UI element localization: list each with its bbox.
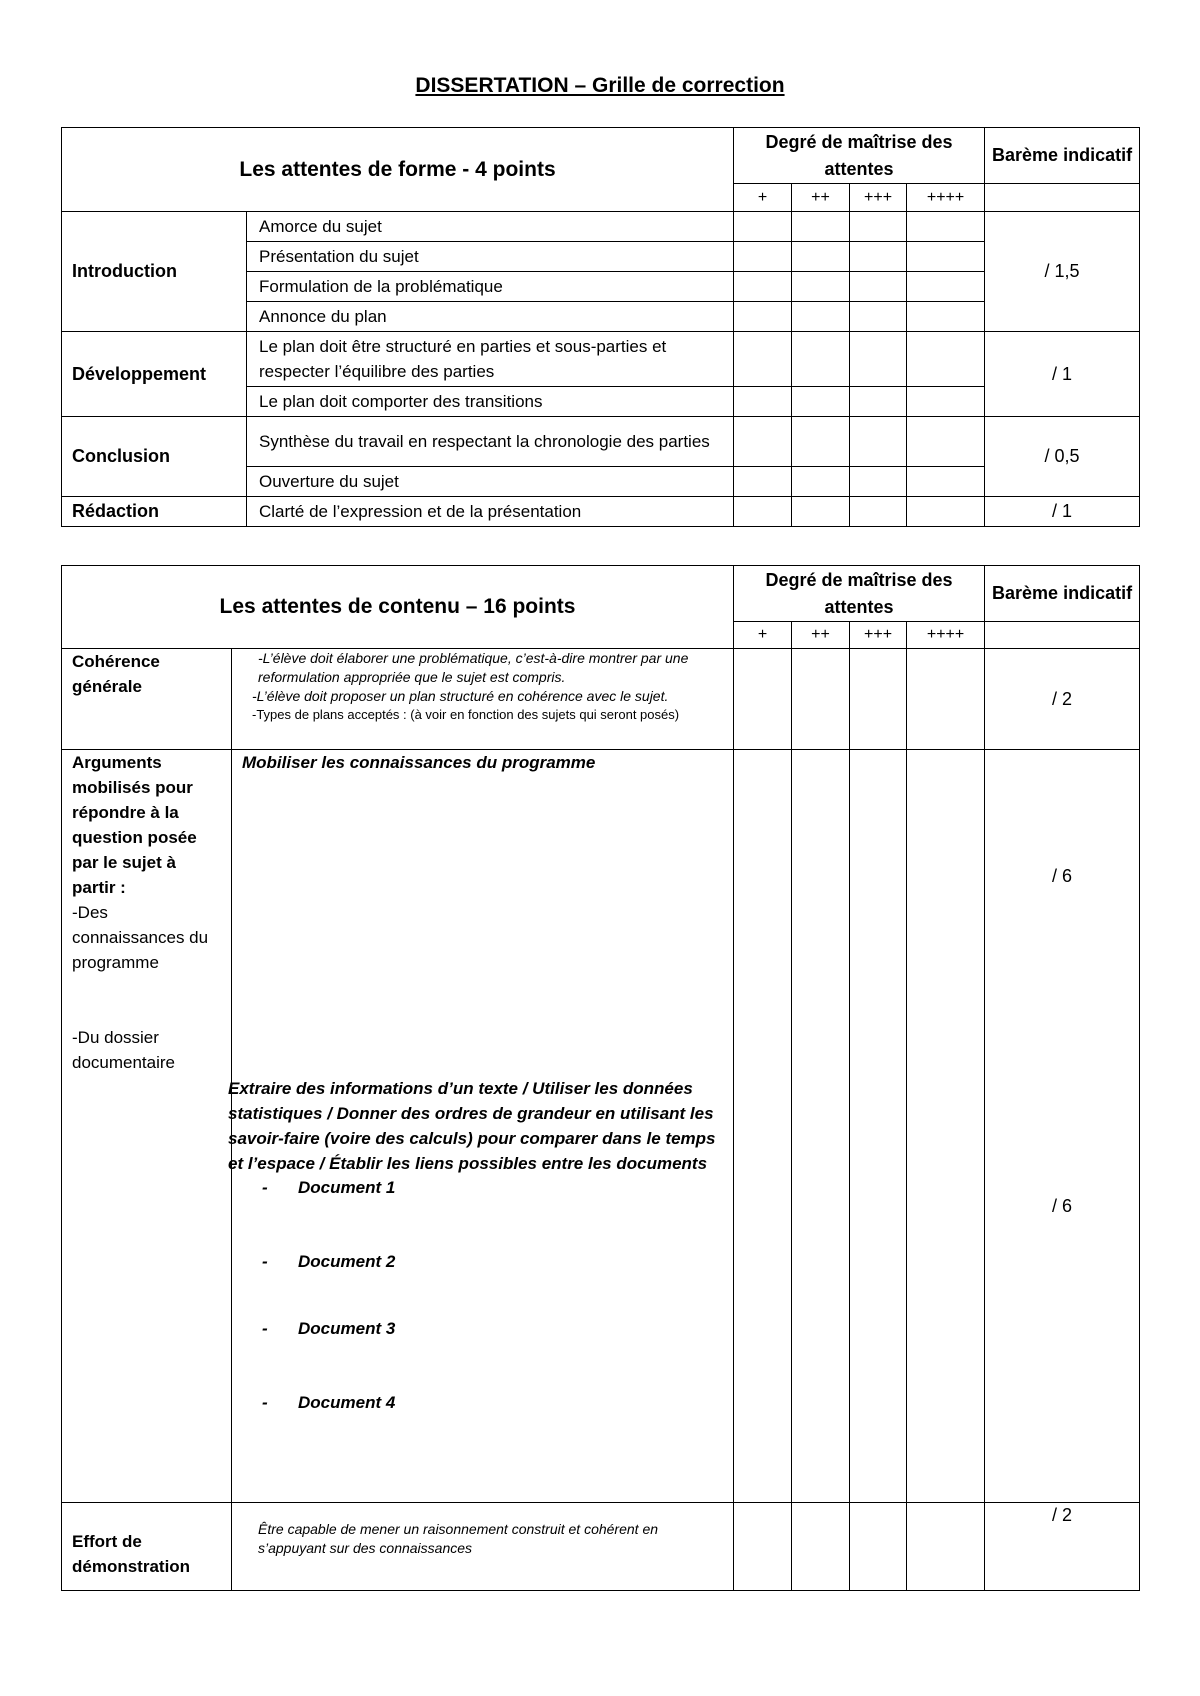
- grade-cell[interactable]: [907, 497, 985, 527]
- grade-cell[interactable]: [907, 302, 985, 332]
- criterion: Annonce du plan: [247, 302, 734, 332]
- dossier-title: Extraire des informations d’un texte / Utiliser les données statistiques / Donner des ordres de grandeur en utilisant les savoir-faire (voire des calculs) pour comparer dans le temps et l’espace / Établir les liens possibles entre les documents: [228, 1079, 716, 1173]
- grade-cell[interactable]: [734, 1503, 792, 1591]
- grade-cell[interactable]: [792, 467, 850, 497]
- grade-cell[interactable]: [850, 272, 907, 302]
- coherence-label: Cohérence générale: [62, 649, 232, 750]
- grade-cell[interactable]: [850, 467, 907, 497]
- programme-title: Mobiliser les connaissances du programme: [242, 753, 596, 772]
- level-header: +++: [850, 184, 907, 212]
- document-3: - Document 3: [262, 1319, 396, 1338]
- forme-header-title: Les attentes de forme - 4 points: [62, 128, 734, 212]
- bareme-developpement: / 1: [985, 332, 1140, 417]
- criterion: Formulation de la problématique: [247, 272, 734, 302]
- criterion: Clarté de l’expression et de la présentation: [247, 497, 734, 527]
- arguments-label-item-1: -Des connaissances du programme: [72, 903, 209, 972]
- document-2: - Document 2: [262, 1252, 396, 1271]
- grade-cell[interactable]: [792, 272, 850, 302]
- grade-cell[interactable]: [734, 242, 792, 272]
- arguments-bareme: [985, 750, 1140, 1503]
- arguments-criteria: [228, 750, 734, 1503]
- contenu-bareme-header: Barème indicatif: [985, 566, 1140, 622]
- bareme-programme: / 6: [1052, 866, 1073, 886]
- document-4: - Document 4: [262, 1393, 396, 1412]
- level-header: +: [734, 622, 792, 649]
- grade-cell[interactable]: [734, 497, 792, 527]
- grade-cell[interactable]: [850, 332, 907, 387]
- criterion: Le plan doit comporter des transitions: [247, 387, 734, 417]
- level-header: ++++: [907, 184, 985, 212]
- coherence-line-2: -L’élève doit proposer un plan structuré en cohérence avec le sujet.: [252, 688, 669, 704]
- bareme-dossier: / 6: [1052, 1196, 1073, 1216]
- criterion: Amorce du sujet: [247, 212, 734, 242]
- coherence-line-1: -L’élève doit élaborer une problématique, c’est-à-dire montrer par une reformulation appropriée que le sujet est compris.: [258, 650, 689, 685]
- grade-cell[interactable]: [907, 1503, 985, 1591]
- grade-cell[interactable]: [907, 272, 985, 302]
- bareme-redaction: / 1: [985, 497, 1140, 527]
- bareme-introduction: / 1,5: [985, 212, 1140, 332]
- empty-cell: [985, 622, 1140, 649]
- level-header: +: [734, 184, 792, 212]
- section-introduction: Introduction: [62, 212, 247, 332]
- grade-cell[interactable]: [850, 302, 907, 332]
- coherence-criteria: [232, 649, 734, 750]
- contenu-degre-header: Degré de maîtrise des attentes: [734, 566, 985, 622]
- grade-cell[interactable]: [734, 467, 792, 497]
- grade-cell[interactable]: [792, 242, 850, 272]
- grade-cell[interactable]: [850, 649, 907, 750]
- forme-bareme-header: Barème indicatif: [985, 128, 1140, 184]
- forme-grid-table: [61, 127, 1140, 527]
- grade-cell[interactable]: [734, 649, 792, 750]
- grade-cell[interactable]: [792, 212, 850, 242]
- empty-cell: [985, 184, 1140, 212]
- arguments-label-item-2: -Du dossier documentaire: [72, 1028, 176, 1072]
- effort-text: Être capable de mener un raisonnement construit et cohérent en s’appuyant sur des connaissances: [258, 1520, 659, 1556]
- forme-degre-header: Degré de maîtrise des attentes: [734, 128, 985, 184]
- grade-cell[interactable]: [907, 467, 985, 497]
- page-title: DISSERTATION – Grille de correction: [415, 74, 785, 97]
- effort-criteria: [232, 1503, 734, 1591]
- criterion: Ouverture du sujet: [247, 467, 734, 497]
- document-1: - Document 1: [262, 1178, 396, 1197]
- coherence-line-3: -Types de plans acceptés : (à voir en fonction des sujets qui seront posés): [252, 707, 680, 722]
- grade-cell[interactable]: [907, 417, 985, 467]
- grade-cell[interactable]: [850, 1503, 907, 1591]
- grade-cell[interactable]: [907, 387, 985, 417]
- grade-cell[interactable]: [734, 272, 792, 302]
- contenu-grid-table: [61, 565, 1140, 1591]
- grade-cell[interactable]: [792, 1503, 850, 1591]
- level-header: +++: [850, 622, 907, 649]
- grade-cell[interactable]: [792, 649, 850, 750]
- grade-cell[interactable]: [907, 212, 985, 242]
- effort-label: Effort de démonstration: [62, 1503, 232, 1591]
- level-header: ++: [792, 184, 850, 212]
- arguments-label: [62, 750, 232, 1503]
- bareme-coherence: / 2: [985, 649, 1140, 750]
- grade-cell[interactable]: [734, 417, 792, 467]
- grade-cell[interactable]: [792, 417, 850, 467]
- grade-cell[interactable]: [734, 302, 792, 332]
- grade-cell[interactable]: [850, 750, 907, 1503]
- grade-cell[interactable]: [792, 302, 850, 332]
- grade-cell[interactable]: [734, 750, 792, 1503]
- criterion: Synthèse du travail en respectant la chronologie des parties: [247, 417, 734, 467]
- grade-cell[interactable]: [850, 417, 907, 467]
- grade-cell[interactable]: [734, 332, 792, 387]
- grade-cell[interactable]: [792, 497, 850, 527]
- contenu-header-title: Les attentes de contenu – 16 points: [62, 566, 734, 649]
- level-header: ++: [792, 622, 850, 649]
- grade-cell[interactable]: [792, 750, 850, 1503]
- section-conclusion: Conclusion: [62, 417, 247, 497]
- grade-cell[interactable]: [850, 212, 907, 242]
- grade-cell[interactable]: [850, 242, 907, 272]
- level-header: ++++: [907, 622, 985, 649]
- criterion: Présentation du sujet: [247, 242, 734, 272]
- grade-cell[interactable]: [850, 497, 907, 527]
- arguments-label-title: Arguments mobilisés pour répondre à la question posée par le sujet à partir :: [72, 753, 197, 897]
- grade-cell[interactable]: [734, 212, 792, 242]
- grade-cell[interactable]: [907, 332, 985, 387]
- grade-cell[interactable]: [907, 649, 985, 750]
- grade-cell[interactable]: [734, 387, 792, 417]
- bareme-conclusion: / 0,5: [985, 417, 1140, 497]
- grade-cell[interactable]: [850, 387, 907, 417]
- section-redaction: Rédaction: [62, 497, 247, 527]
- grade-cell[interactable]: [792, 387, 850, 417]
- grade-cell[interactable]: [907, 750, 985, 1503]
- grade-cell[interactable]: [792, 332, 850, 387]
- bareme-effort: / 2: [985, 1503, 1140, 1591]
- criterion: Le plan doit être structuré en parties et sous-parties et respecter l’équilibre des parties: [247, 332, 734, 387]
- section-developpement: Développement: [62, 332, 247, 417]
- grade-cell[interactable]: [907, 242, 985, 272]
